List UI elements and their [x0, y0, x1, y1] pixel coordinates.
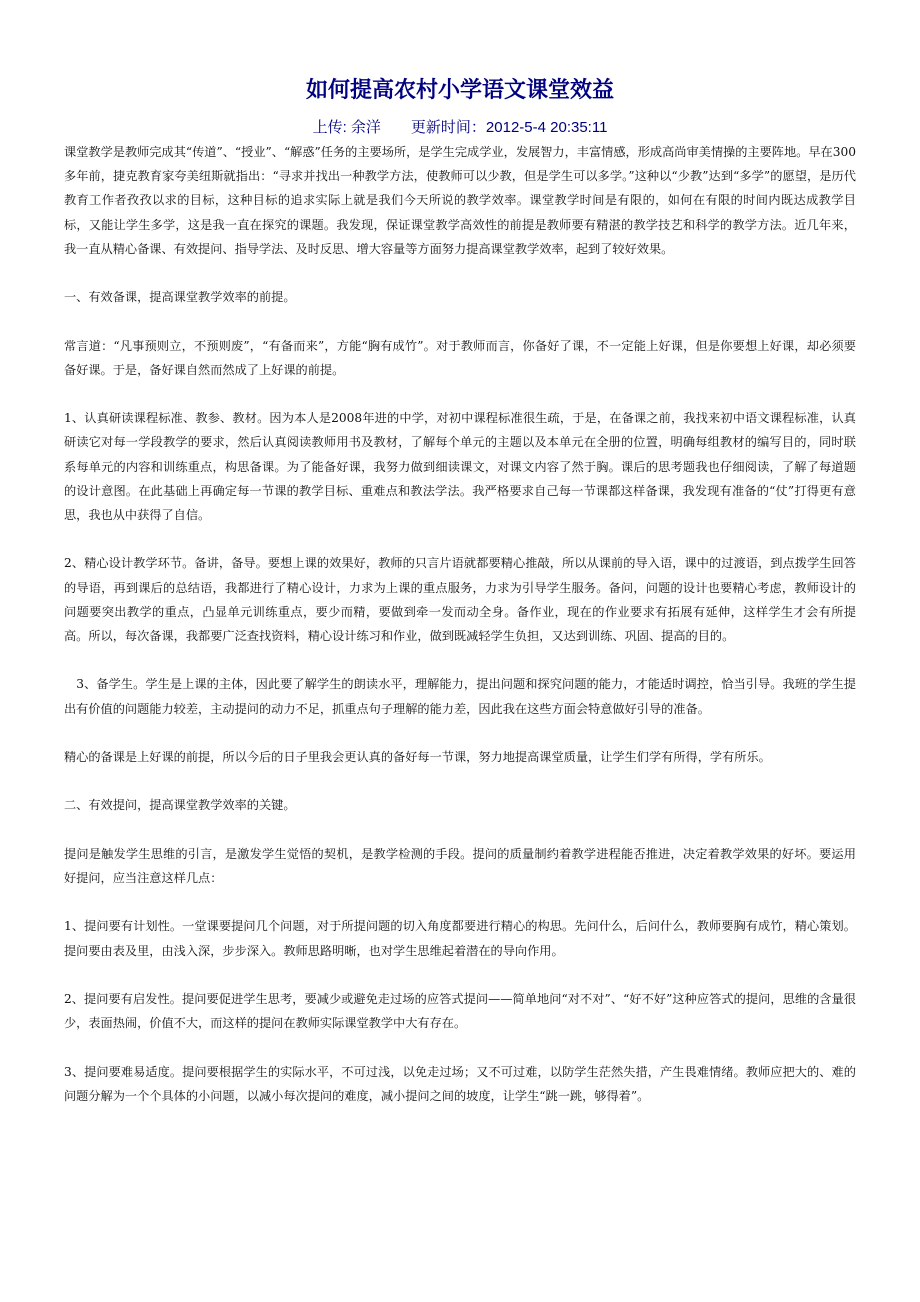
- article-meta: [64, 116, 856, 140]
- page-title: 如何提高农村小学语文课堂效益: [305, 78, 614, 103]
- body-paragraph: 精心的备课是上好课的前提，所以今后的日子里我会更认真的备好每一节课，努力地提高课堂质量，让学生们学有所得，学有所乐。: [64, 749, 771, 764]
- uploader-label: 上传: 余洋: [312, 119, 381, 136]
- article-body: [64, 140, 856, 1108]
- body-paragraph: 3、提问要难易适度。提问要根据学生的实际水平，不可过浅，以免走过场；又不可过难，以防学生茫然失措，产生畏难情绪。教师应把大的、难的问题分解为一个个具体的小问题，以减小每次提问的难度，减小提问之间的坡度，让学生“跳一跳，够得着”。: [64, 1064, 856, 1103]
- body-paragraph: 1、认真研读课程标准、教参、教材。因为本人是2008年进的中学，对初中课程标准很生疏，于是，在备课之前，我找来初中语文课程标准，认真研读它对每一学段教学的要求，然后认真阅读教师用书及教材，了解每个单元的主题以及本单元在全册的位置，明确每组教材的编写目的，同时联系每单元的内容和训练重点，构思备课。为了能备好课，我努力做到细读课文，对课文内容了然于胸。课后的思考题我也仔细阅读，了解了每道题的设计意图。在此基础上再确定每一节课的教学目标、重难点和教法学法。我严格要求自己每一节课都这样备课，我发现有准备的“仗”打得更有意思，我也从中获得了自信。: [64, 411, 856, 522]
- body-paragraph: 2、提问要有启发性。提问要促进学生思考，要减少或避免走过场的应答式提问——简单地问“对不对”、“好不好”这种应答式的提问，思维的含量很少，表面热闹，价值不大，而这样的提问在教师实际课堂教学中大有存在。: [64, 991, 856, 1031]
- body-paragraph: 2、精心设计教学环节。备讲，备导。要想上课的效果好，教师的只言片语就都要精心推敲，所以从课前的导入语，课中的过渡语，到点拨学生回答的导语，再到课后的总结语，我都进行了精心设计，力求为上课的重点服务，力求为引导学生服务。备问，问题的设计也要精心考虑，教师设计的问题要突出教学的重点，凸显单元训练重点，要少而精，要做到牵一发而动全身。备作业，现在的作业要求有拓展有延伸，这样学生才会有所提高。所以，每次备课，我都要广泛查找资料，精心设计练习和作业，做到既减轻学生负担，又达到训练、巩固、提高的目的。: [64, 556, 856, 643]
- body-paragraph: 常言道：“凡事预则立，不预则废”，“有备而来”，方能“胸有成竹”。对于教师而言，你备好了课，不一定能上好课，但是你要想上好课，却必须要备好课。于是，备好课自然而然成了上好课的前提。: [64, 338, 856, 377]
- body-paragraph: 1、提问要有计划性。一堂课要提问几个问题，对于所提问题的切入角度都要进行精心的构思。先问什么，后问什么，教师要胸有成竹，精心策划。提问要由表及里，由浅入深，步步深入。教师思路明晰，也对学生思维起着潜在的导向作用。: [64, 919, 856, 958]
- section-heading: 二、有效提问，提高课堂教学效率的关键。: [64, 798, 296, 813]
- body-paragraph: 提问是触发学生思维的引言，是激发学生觉悟的契机，是教学检测的手段。提问的质量制约着教学进程能否推进，决定着教学效果的好坏。要运用好提问，应当注意这样几点：: [64, 846, 856, 885]
- body-paragraph: 3、备学生。学生是上课的主体，因此要了解学生的朗读水平，理解能力，提出问题和探究问题的能力，才能适时调控，恰当引导。我班的学生提出有价值的问题能力较差，主动提问的动力不足，抓重点句子理解的能力差，因此我在这些方面会特意做好引导的准备。: [64, 677, 856, 716]
- updated-time-label: 更新时间：2012-5-4 20:35:11: [410, 119, 608, 136]
- section-heading: 一、有效备课，提高课堂教学效率的前提。: [64, 290, 296, 305]
- body-paragraph: 课堂教学是教师完成其“传道”、“授业”、“解惑”任务的主要场所，是学生完成学业，发展智力，丰富情感，形成高尚审美情操的主要阵地。早在300多年前，捷克教育家夸美纽斯就指出：“寻求并找出一种教学方法，使教师可以少教，但是学生可以多学。”这种以“少教”达到“多学”的愿望，是历代教育工作者孜孜以求的目标，这种目标的追求实际上就是我们今天所说的教学效率。课堂教学时间是有限的，如何在有限的时间内既达成教学目标，又能让学生多学，这是我一直在探究的课题。我发现，保证课堂教学高效性的前提是教师要有精湛的教学技艺和科学的教学方法。近几年来，我一直从精心备课、有效提问、指导学法、及时反思、增大容量等方面努力提高课堂教学效率，起到了较好效果。: [64, 145, 856, 256]
